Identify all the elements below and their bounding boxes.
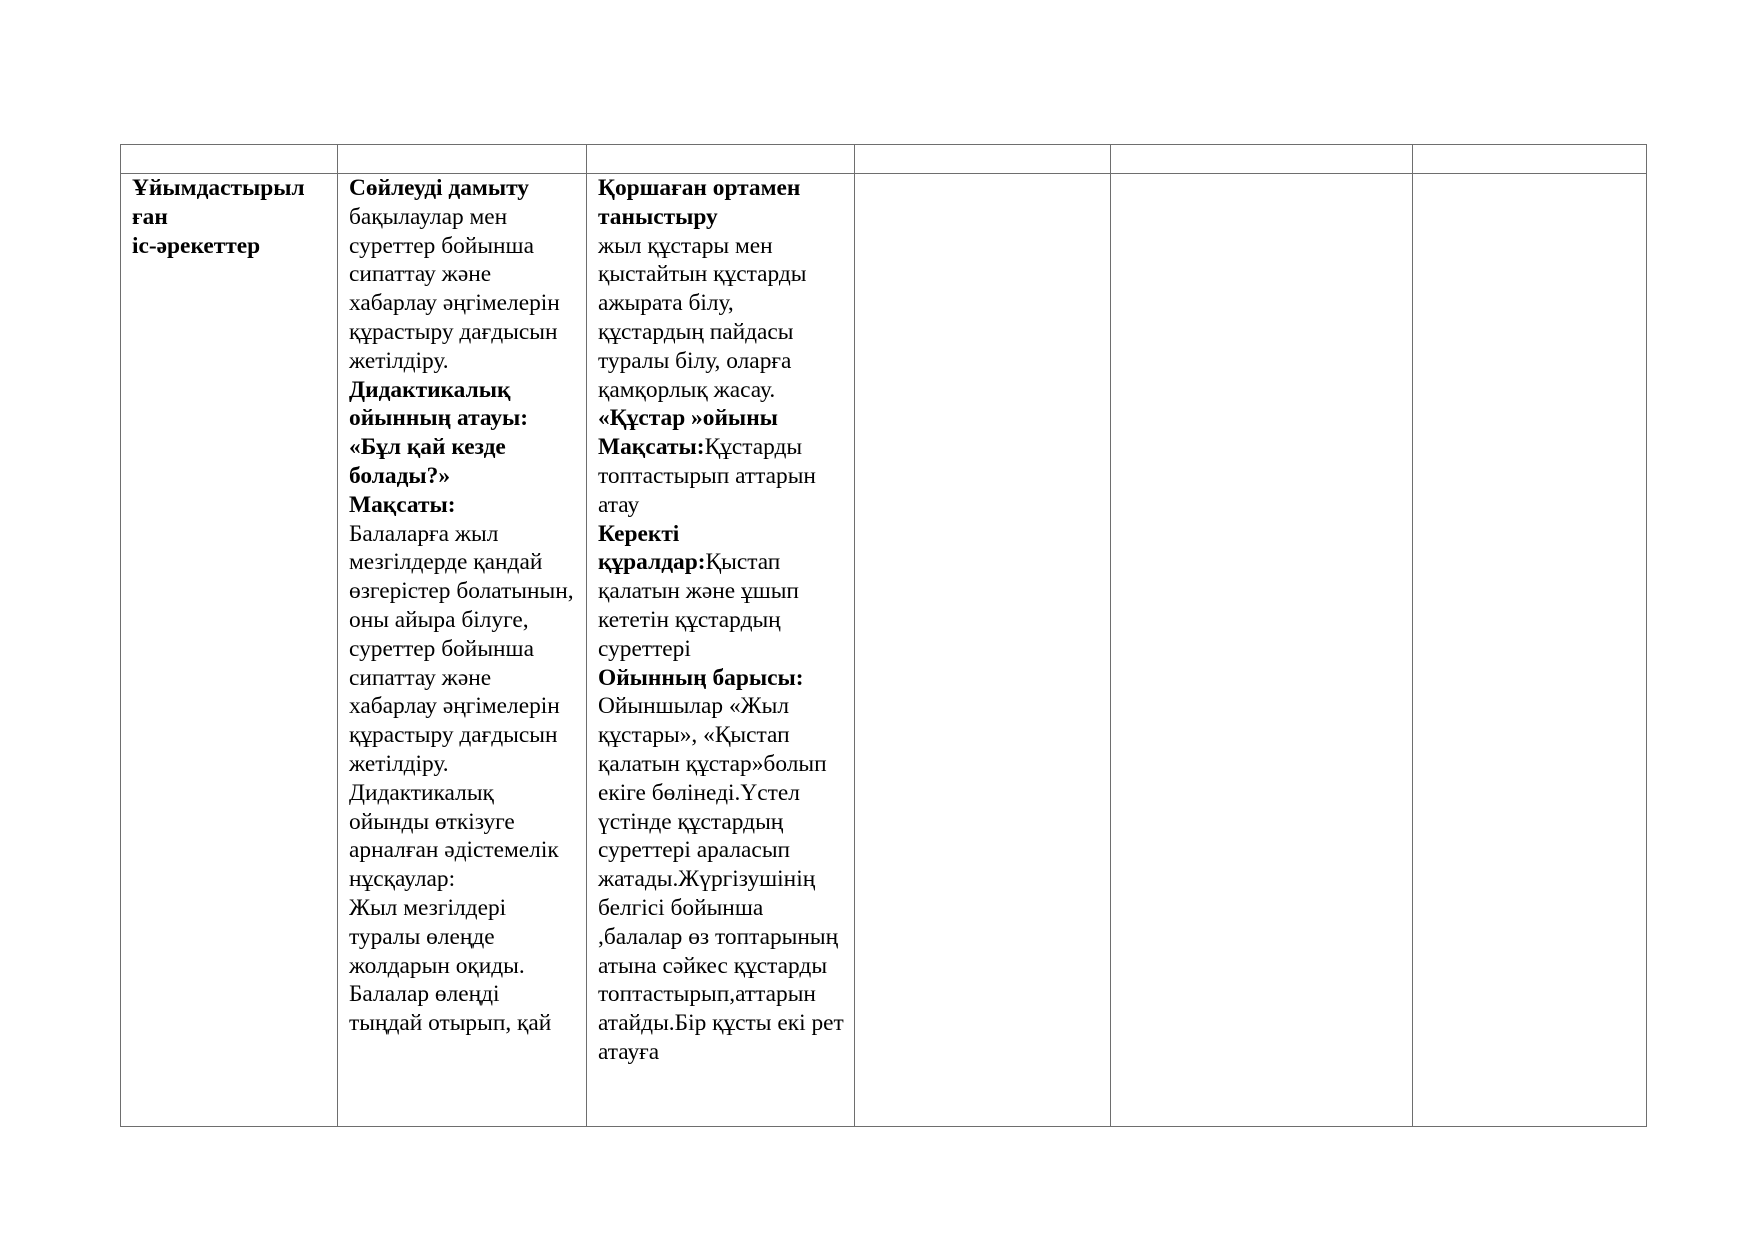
empty-cell [855,174,1111,1127]
game-name: «Құстар »ойыны [598,405,778,432]
methodical-text: Дидактикалық ойынды өткізуге арналған әдістемелік нұсқаулар: [349,779,559,893]
row-label-line: іс-әрекеттер [132,232,261,259]
header-cell [121,145,338,174]
header-cell [855,145,1111,174]
purpose-text: Құстарды топтастырып аттарын атау [598,434,816,518]
header-cell [338,145,587,174]
header-cell [1413,145,1647,174]
tools-text: Қыстап қалатын және ұшып кететін құстардың суреттері [598,549,799,662]
purpose-paragraph [598,433,844,519]
section-title: Қоршаған ортамен таныстыру [598,175,801,230]
goal-text: бақылаулар мен суреттер бойынша сипаттау және хабарлау әңгімелерін құрастыру дағдысын жетілдіру. [349,203,560,374]
section-title: Сөйлеуді дамыту [349,175,529,201]
table-row [121,174,1647,1127]
empty-cell [1111,174,1413,1127]
row-label-line: ған [132,203,168,230]
game-name: «Бұл қай кезде болады?» [349,434,506,489]
game-name-label: Дидактикалық ойынның атауы: [349,376,529,432]
row-label-cell [121,174,338,1127]
purpose-text: Балаларға жыл мезгілдерде қандай өзгерістер болатынын, оны айыра білуге, суреттер бойынша сипаттау және хабарлау әңгімелерін құрастыру дағдысын жетілдіру. [349,520,574,777]
process-text: Ойыншылар «Жыл құстары», «Қыстап қалатын құстар»болып екіге бөлінеді.Үстел үстінде құстардың суреттері араласып жатады.Жүргізушінің белгісі бойынша ,балалар өз топтарының атына сәйкес құстарды топтастырып,аттарын атайды.Бір құсты екі рет атауға [598,693,844,1065]
process-label: Ойынның барысы: [598,664,804,691]
header-cell [587,145,855,174]
tools-paragraph [598,520,844,664]
row-label-line: Ұйымдастырыл [132,175,305,201]
instruction-text: Жыл мезгілдері туралы өлеңде жолдарын оқиды. Балалар өлеңді тыңдай отырып, қай [349,894,552,1037]
table-header-row [121,145,1647,174]
weekly-plan-table [120,144,1647,1127]
purpose-label: Мақсаты: [349,491,456,518]
goal-text: жыл құстары мен қыстайтын құстарды ажырата білу, құстардың пайдасы туралы білу, оларға қамқорлық жасау. [598,232,807,403]
environment-cell [587,174,855,1127]
tools-label: Керекті құралдар: [598,520,706,576]
speech-development-cell [338,174,587,1127]
purpose-label: Мақсаты: [598,434,705,461]
empty-cell [1413,174,1647,1127]
header-cell [1111,145,1413,174]
